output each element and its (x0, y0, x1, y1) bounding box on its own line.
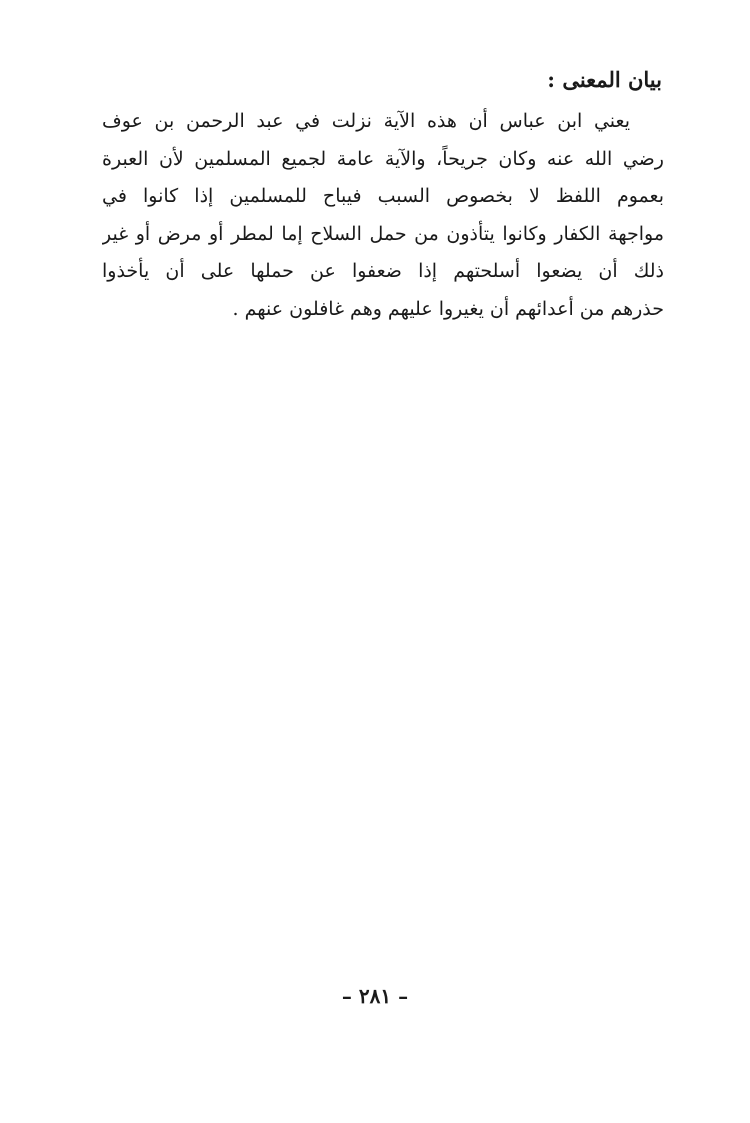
paragraph-line-4: مواجهة الكفار وكانوا يتأذون من حمل السلاح إما لمطر أو مرض أو غير (102, 222, 664, 245)
paragraph-line-5: ذلك أن يضعوا أسلحتهم إذا ضعفوا عن حملها على أن يأخذوا (102, 260, 664, 282)
paragraph-line-3: بعموم اللفظ لا بخصوص السبب فيباح للمسلمين إذا كانوا في (102, 185, 664, 207)
section-heading: بيان المعنى : (547, 67, 662, 92)
paragraph-line-6: حذرهم من أعدائهم أن يغيروا عليهم وهم غافلون عنهم . (232, 297, 664, 320)
paragraph-line-2: رضي الله عنه وكان جريحاً، والآية عامة لجميع المسلمين لأن العبرة (102, 147, 664, 170)
paragraph-line-1: يعني ابن عباس أن هذه الآية نزلت في عبد الرحمن بن عوف (102, 110, 630, 132)
page-number: – ٢٨١ – (341, 984, 409, 1008)
explanation-paragraph (102, 103, 664, 328)
